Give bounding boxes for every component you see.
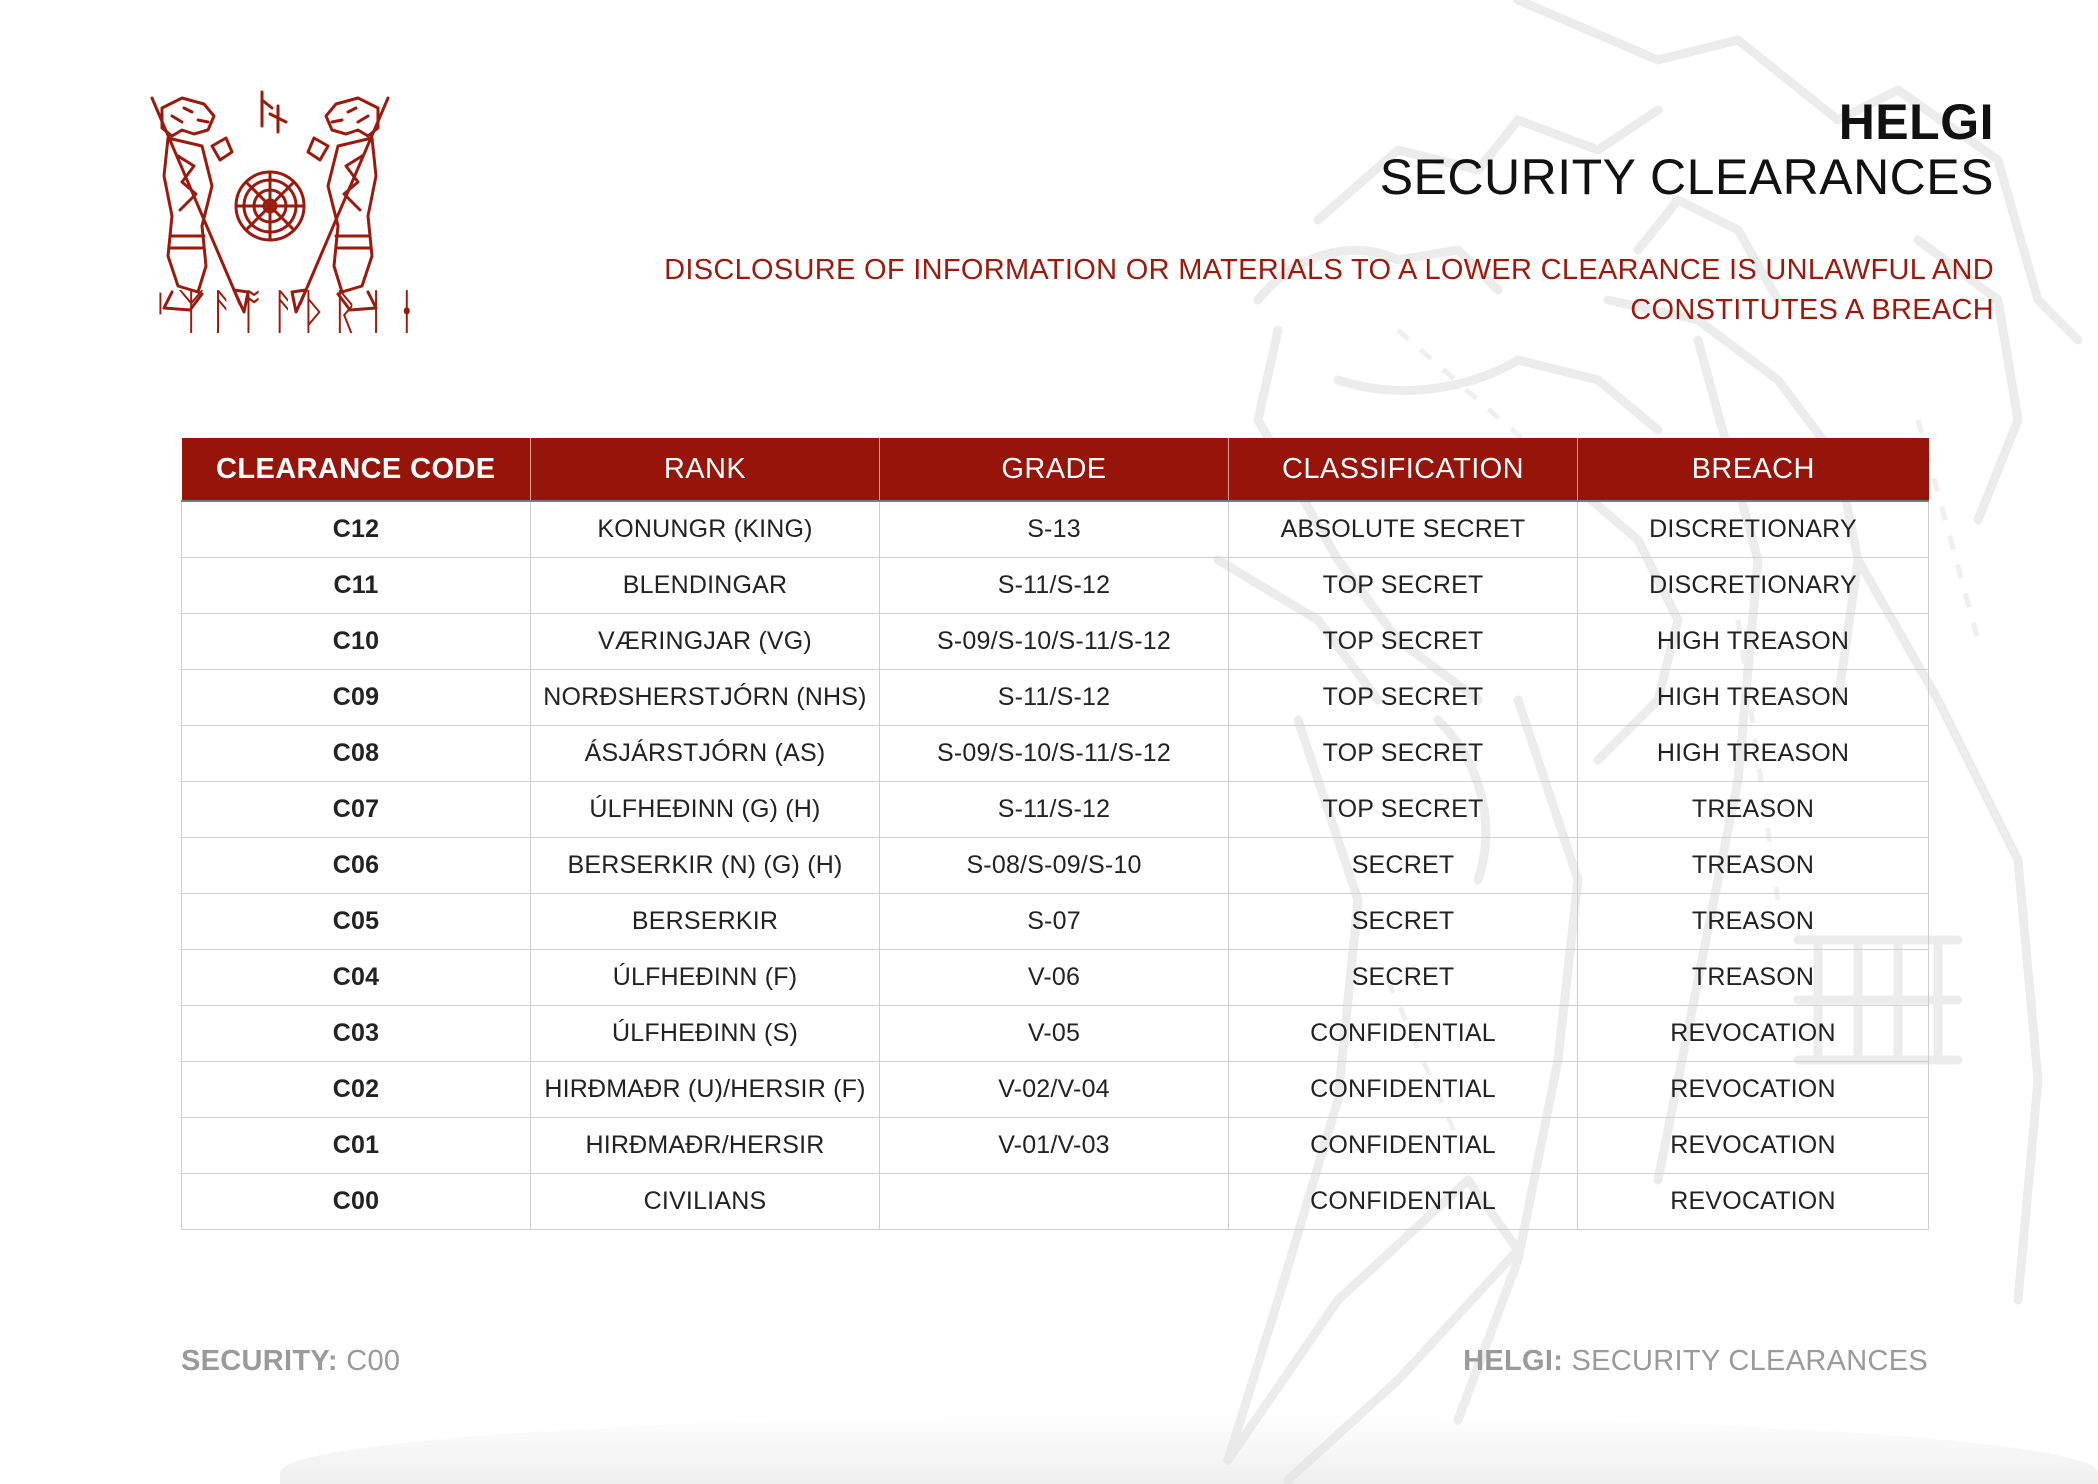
document-title: SECURITY CLEARANCES bbox=[1379, 149, 1994, 205]
grade-cell: S-11/S-12 bbox=[880, 782, 1229, 838]
classification-cell: TOP SECRET bbox=[1229, 670, 1578, 726]
clearance-code-cell: C10 bbox=[182, 614, 531, 670]
breach-cell: TREASON bbox=[1578, 950, 1929, 1006]
classification-cell: CONFIDENTIAL bbox=[1229, 1006, 1578, 1062]
footer-document-title bbox=[1463, 1345, 1928, 1378]
footer-document-label: HELGI: bbox=[1463, 1345, 1564, 1377]
breach-cell: TREASON bbox=[1578, 894, 1929, 950]
table-row bbox=[182, 558, 1929, 614]
grade-cell bbox=[880, 1174, 1229, 1230]
grade-cell: S-11/S-12 bbox=[880, 670, 1229, 726]
classification-cell: CONFIDENTIAL bbox=[1229, 1062, 1578, 1118]
classification-cell: SECRET bbox=[1229, 894, 1578, 950]
rank-cell: ÚLFHEÐINN (F) bbox=[531, 950, 880, 1006]
warning-line-2: CONSTITUTES A BREACH bbox=[1630, 294, 1994, 326]
column-header-grade: GRADE bbox=[880, 438, 1229, 501]
clearance-code-cell: C11 bbox=[182, 558, 531, 614]
classification-cell: CONFIDENTIAL bbox=[1229, 1118, 1578, 1174]
breach-cell: TREASON bbox=[1578, 838, 1929, 894]
grade-cell: S-11/S-12 bbox=[880, 558, 1229, 614]
classification-cell: TOP SECRET bbox=[1229, 558, 1578, 614]
column-header-clearance-code: CLEARANCE CODE bbox=[182, 438, 531, 501]
clearance-code-cell: C07 bbox=[182, 782, 531, 838]
clearance-code-cell: C04 bbox=[182, 950, 531, 1006]
rank-cell: BERSERKIR (N) (G) (H) bbox=[531, 838, 880, 894]
clearance-code-cell: C05 bbox=[182, 894, 531, 950]
breach-cell: REVOCATION bbox=[1578, 1006, 1929, 1062]
breach-cell: DISCRETIONARY bbox=[1578, 558, 1929, 614]
grade-cell: S-07 bbox=[880, 894, 1229, 950]
rank-cell: CIVILIANS bbox=[531, 1174, 880, 1230]
rank-cell: ÁSJÁRSTJÓRN (AS) bbox=[531, 726, 880, 782]
column-header-rank: RANK bbox=[531, 438, 880, 501]
grade-cell: S-13 bbox=[880, 501, 1229, 558]
breach-cell: HIGH TREASON bbox=[1578, 670, 1929, 726]
classification-cell: ABSOLUTE SECRET bbox=[1229, 501, 1578, 558]
grade-cell: S-09/S-10/S-11/S-12 bbox=[880, 614, 1229, 670]
footer-document-value: SECURITY CLEARANCES bbox=[1571, 1345, 1928, 1377]
clearance-code-cell: C08 bbox=[182, 726, 531, 782]
classification-cell: TOP SECRET bbox=[1229, 782, 1578, 838]
clearance-code-cell: C01 bbox=[182, 1118, 531, 1174]
table-row bbox=[182, 950, 1929, 1006]
clearance-code-cell: C12 bbox=[182, 501, 531, 558]
classification-cell: TOP SECRET bbox=[1229, 614, 1578, 670]
table-row bbox=[182, 670, 1929, 726]
table-row bbox=[182, 614, 1929, 670]
breach-cell: REVOCATION bbox=[1578, 1118, 1929, 1174]
grade-cell: V-01/V-03 bbox=[880, 1118, 1229, 1174]
breach-cell: HIGH TREASON bbox=[1578, 726, 1929, 782]
table-row bbox=[182, 894, 1929, 950]
rank-cell: HIRÐMAÐR (U)/HERSIR (F) bbox=[531, 1062, 880, 1118]
document-name: HELGI bbox=[1838, 94, 1994, 150]
rank-cell: HIRÐMAÐR/HERSIR bbox=[531, 1118, 880, 1174]
table-row bbox=[182, 1174, 1929, 1230]
table-row bbox=[182, 501, 1929, 558]
classification-cell: CONFIDENTIAL bbox=[1229, 1174, 1578, 1230]
grade-cell: S-08/S-09/S-10 bbox=[880, 838, 1229, 894]
rank-cell: KONUNGR (KING) bbox=[531, 501, 880, 558]
breach-cell: REVOCATION bbox=[1578, 1062, 1929, 1118]
security-clearances-table bbox=[181, 438, 1929, 1230]
rank-cell: ÚLFHEÐINN (G) (H) bbox=[531, 782, 880, 838]
column-header-classification: CLASSIFICATION bbox=[1229, 438, 1578, 501]
rank-cell: VÆRINGJAR (VG) bbox=[531, 614, 880, 670]
breach-cell: REVOCATION bbox=[1578, 1174, 1929, 1230]
grade-cell: V-05 bbox=[880, 1006, 1229, 1062]
grade-cell: S-09/S-10/S-11/S-12 bbox=[880, 726, 1229, 782]
clearance-code-cell: C06 bbox=[182, 838, 531, 894]
table-row bbox=[182, 1118, 1929, 1174]
table-row bbox=[182, 1062, 1929, 1118]
table-row bbox=[182, 838, 1929, 894]
table-row bbox=[182, 726, 1929, 782]
runic-wordmark: ᛌᛉᚨᚩᚨᚦᚱᛁᚽ bbox=[146, 284, 424, 340]
table-row bbox=[182, 1006, 1929, 1062]
footer-security-label: SECURITY: bbox=[181, 1345, 338, 1377]
clearance-code-cell: C02 bbox=[182, 1062, 531, 1118]
rank-cell: BERSERKIR bbox=[531, 894, 880, 950]
footer-security-level bbox=[181, 1345, 400, 1378]
breach-cell: HIGH TREASON bbox=[1578, 614, 1929, 670]
clearance-code-cell: C09 bbox=[182, 670, 531, 726]
clearance-code-cell: C03 bbox=[182, 1006, 531, 1062]
table-row bbox=[182, 782, 1929, 838]
breach-cell: TREASON bbox=[1578, 782, 1929, 838]
rank-cell: ÚLFHEÐINN (S) bbox=[531, 1006, 880, 1062]
column-header-breach: BREACH bbox=[1578, 438, 1929, 501]
classification-cell: TOP SECRET bbox=[1229, 726, 1578, 782]
classification-cell: SECRET bbox=[1229, 950, 1578, 1006]
disclosure-warning bbox=[594, 250, 1994, 330]
clearance-code-cell: C00 bbox=[182, 1174, 531, 1230]
warning-line-1: DISCLOSURE OF INFORMATION OR MATERIALS TO A LOWER CLEARANCE IS UNLAWFUL AND bbox=[664, 254, 1994, 286]
rank-cell: BLENDINGAR bbox=[531, 558, 880, 614]
grade-cell: V-06 bbox=[880, 950, 1229, 1006]
grade-cell: V-02/V-04 bbox=[880, 1062, 1229, 1118]
table-header-row bbox=[182, 438, 1929, 501]
footer-security-value: C00 bbox=[346, 1345, 401, 1377]
document-header bbox=[1380, 96, 1994, 206]
classification-cell: SECRET bbox=[1229, 838, 1578, 894]
rank-cell: NORÐSHERSTJÓRN (NHS) bbox=[531, 670, 880, 726]
breach-cell: DISCRETIONARY bbox=[1578, 501, 1929, 558]
